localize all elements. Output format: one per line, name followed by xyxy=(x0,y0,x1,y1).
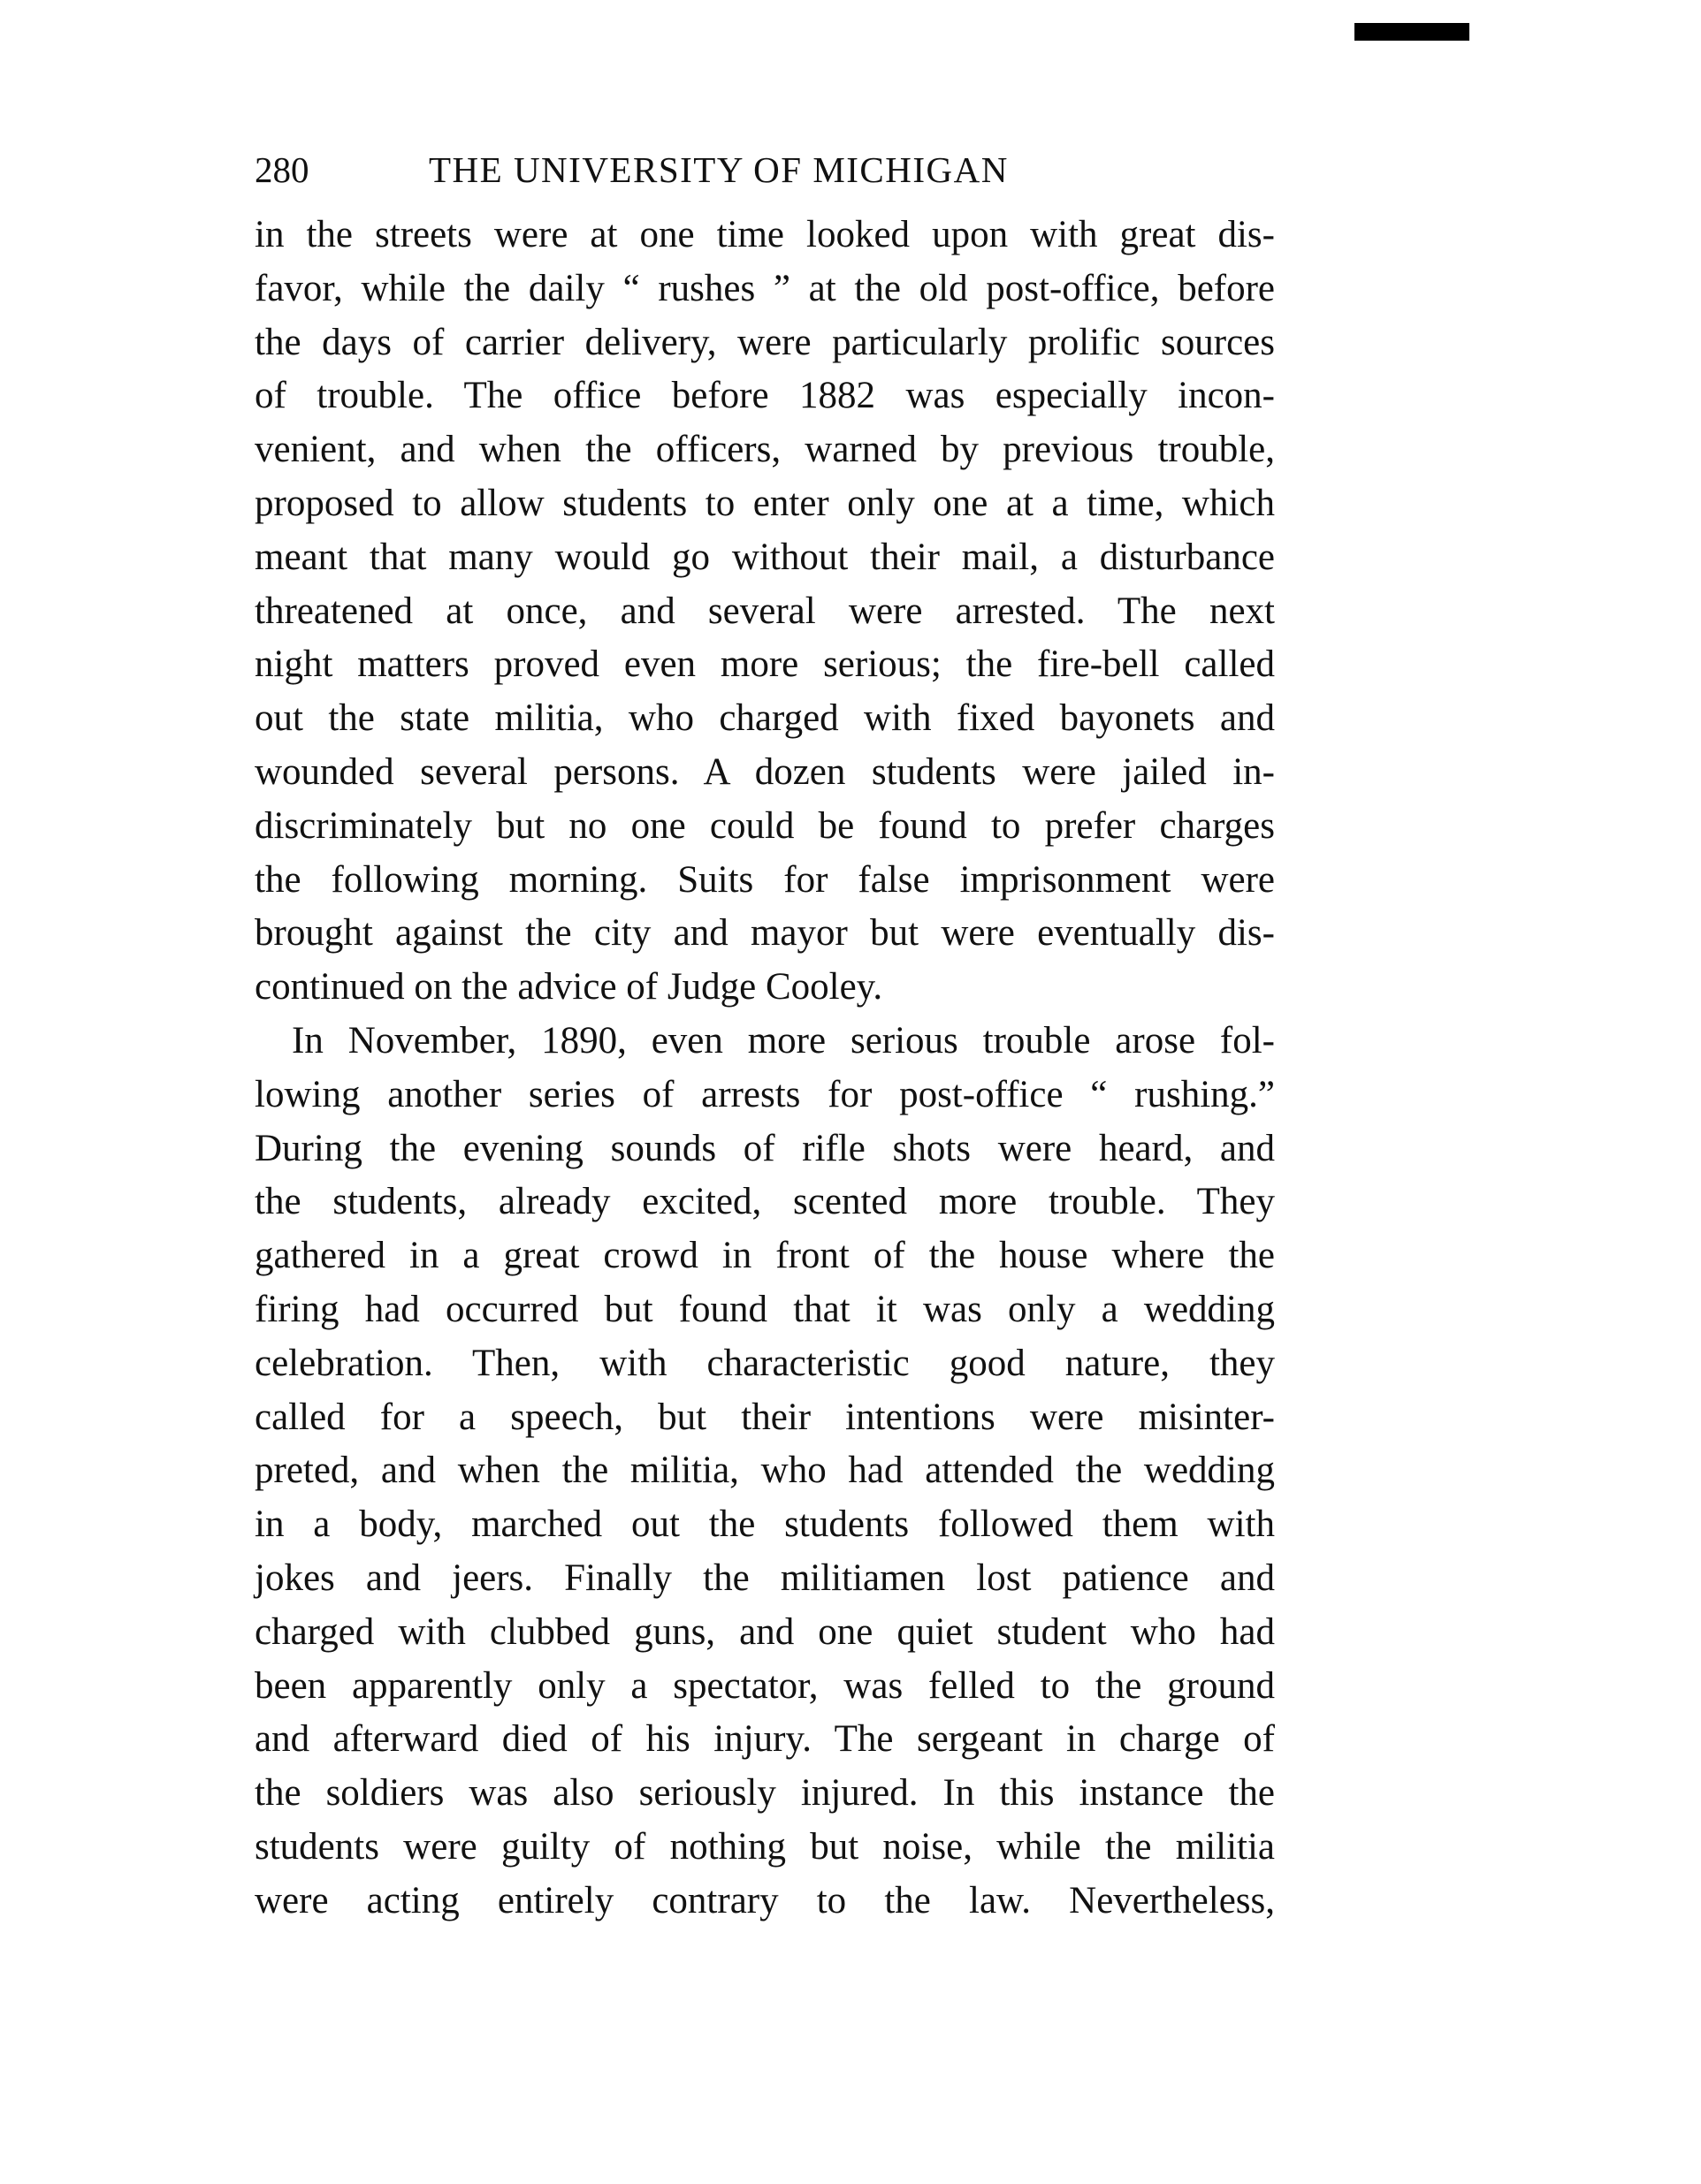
text-line: lowing another series of arrests for post-office “ rushing.” xyxy=(255,1073,1275,1115)
text-line: continued on the advice of Judge Cooley. xyxy=(255,966,883,1008)
text-line: venient, and when the officers, warned by previous trouble, xyxy=(255,429,1275,471)
text-line: called for a speech, but their intentions were misinter- xyxy=(255,1396,1275,1438)
text-line: jokes and jeers. Finally the militiamen lost patience and xyxy=(255,1556,1275,1599)
running-title: THE UNIVERSITY OF MICHIGAN xyxy=(429,149,1009,190)
body-text xyxy=(255,209,1275,1929)
text-line: charged with clubbed guns, and one quiet student who had xyxy=(255,1610,1275,1653)
text-line: in the streets were at one time looked upon with great dis- xyxy=(255,214,1275,255)
text-line: out the state militia, who charged with fixed bayonets and xyxy=(255,697,1275,740)
text-line: gathered in a great crowd in front of the house where the xyxy=(255,1235,1275,1277)
text-line: favor, while the daily “ rushes ” at the old post-office, before xyxy=(255,267,1275,309)
text-line: been apparently only a spectator, was felled to the ground xyxy=(255,1664,1275,1707)
text-line: proposed to allow students to enter only one at a time, which xyxy=(255,482,1275,524)
text-line: preted, and when the militia, who had attended the wedding xyxy=(255,1450,1275,1492)
text-line: night matters proved even more serious; the fire-bell called xyxy=(255,643,1275,686)
text-line: the following morning. Suits for false imprisonment were xyxy=(255,858,1275,901)
text-line: meant that many would go without their mail, a disturbance xyxy=(255,536,1275,578)
text-line: firing had occurred but found that it was only a wedding xyxy=(255,1288,1275,1330)
text-line: in a body, marched out the students followed them with xyxy=(255,1503,1275,1546)
text-line: and afterward died of his injury. The sergeant in charge of xyxy=(255,1718,1275,1761)
text-line: threatened at once, and several were arrested. The next xyxy=(255,590,1275,632)
text-line: the days of carrier delivery, were particularly prolific sources xyxy=(255,321,1275,363)
page-number: 280 xyxy=(255,149,309,190)
text-line: were acting entirely contrary to the law. Nevertheless, xyxy=(255,1879,1275,1921)
text-line: During the evening sounds of rifle shots were heard, and xyxy=(255,1127,1275,1169)
text-line: the soldiers was also seriously injured. In this instance the xyxy=(255,1772,1275,1815)
text-line: wounded several persons. A dozen students were jailed in- xyxy=(255,750,1275,793)
scan-marker-bar xyxy=(1354,23,1469,41)
text-line: discriminately but no one could be found to prefer charges xyxy=(255,804,1275,847)
text-line: the students, already excited, scented more trouble. They xyxy=(255,1181,1275,1223)
text-line: brought against the city and mayor but were eventually dis- xyxy=(255,912,1275,955)
running-header xyxy=(255,148,1280,193)
text-line: In November, 1890, even more serious trouble arose fol- xyxy=(292,1019,1275,1062)
text-line: celebration. Then, with characteristic good nature, they xyxy=(255,1342,1275,1384)
text-line: students were guilty of nothing but noise, while the militia xyxy=(255,1825,1275,1868)
text-line: of trouble. The office before 1882 was especially incon- xyxy=(255,375,1275,417)
